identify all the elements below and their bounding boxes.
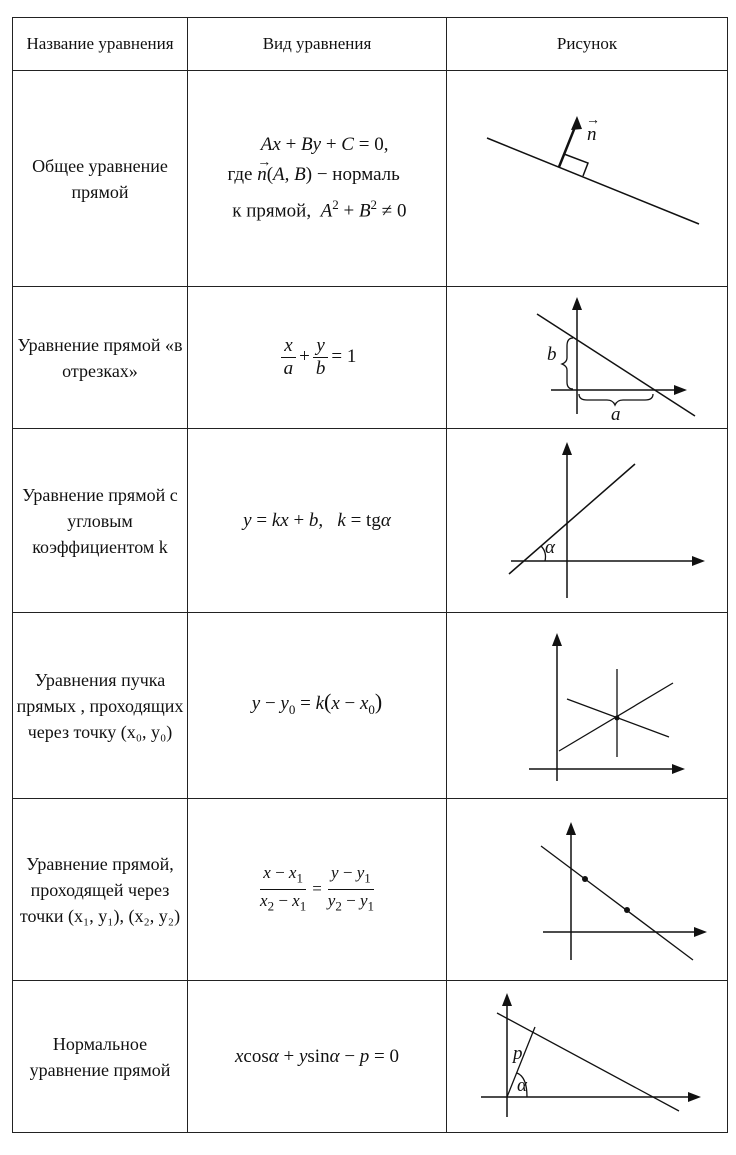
x-arrow [694,927,707,937]
table-row [13,799,728,981]
point-2 [624,907,630,913]
header-form: Вид уравнения [188,18,447,71]
line-graph [537,314,695,416]
normal-form-figure [467,987,707,1127]
row-figure [447,287,728,429]
header-row [13,18,728,71]
formula-line-2: где → n(A, B) − нормаль [227,155,400,186]
row-figure [447,71,728,287]
normal-arrowhead [571,116,582,130]
y-arrow [566,822,576,835]
x-arrow [692,556,705,566]
row-name: Уравнение прямой, проходящей через точки (x₁, y₁), (x₂, y₂) [13,799,188,981]
row-name: Уравнения пучка прямых , проходящих через точку (x₀, y₀) [13,613,188,799]
intercept-figure [467,292,707,424]
row-figure [447,799,728,981]
y-arrow [502,993,512,1006]
formula-line-3: к прямой, $A^2 + B^2 \ne 0$ [227,197,407,222]
row-name: Уравнение прямой с угловым коэффициентом k [13,429,188,613]
vector-arrow-mark: → [586,112,600,128]
equations-table [12,17,728,1133]
row-name: Общее уравнение прямой [13,71,188,287]
row-name: Уравнение прямой «в отрезках» [13,287,188,429]
two-point-figure [467,810,707,970]
line-graph [487,138,699,224]
y-arrow [572,297,582,310]
table-row [13,71,728,287]
general-line-figure [467,104,707,254]
line-graph [541,846,693,960]
x-arrow [674,385,687,395]
row-formula: y = kx + b, k = tgα [188,429,447,613]
row-figure [447,981,728,1133]
x-arrow [672,764,685,774]
header-name: Название уравнения [13,18,188,71]
row-name: Нормальное уравнение прямой [13,981,188,1133]
formula-line-1: Ax + By + C = 0, [260,134,389,156]
pencil-figure [467,621,707,791]
slope-figure [467,436,707,606]
label-n: n [587,123,597,145]
center-point [615,715,620,720]
row-formula [188,71,447,287]
row-figure [447,429,728,613]
row-formula: $\frac{x - x_1}{x_2 - x_1}$ = $\frac{y - y_1}{y_2 - y_1}$ [188,799,447,981]
brace-b [562,338,573,389]
table-row [13,287,728,429]
row-formula: $y - y_0 = k(x - x_0)$ [188,613,447,799]
header-figure: Рисунок [447,18,728,71]
table-row [13,981,728,1133]
table-row [13,429,728,613]
label-p: p [513,1042,523,1064]
label-alpha: α [545,536,555,558]
label-b: b [547,343,557,365]
y-arrow [552,633,562,646]
y-arrow [562,442,572,455]
row-formula: $\frac{x}{a}$ + $\frac{y}{b}$ = 1 [188,287,447,429]
table-row [13,613,728,799]
point-1 [582,876,588,882]
line-graph [509,464,635,574]
label-a: a [611,403,621,424]
row-formula: xcosα + ysinα − p = 0 [188,981,447,1133]
label-alpha: α [517,1074,527,1096]
x-arrow [688,1092,701,1102]
right-angle-mark [564,154,588,176]
row-figure [447,613,728,799]
